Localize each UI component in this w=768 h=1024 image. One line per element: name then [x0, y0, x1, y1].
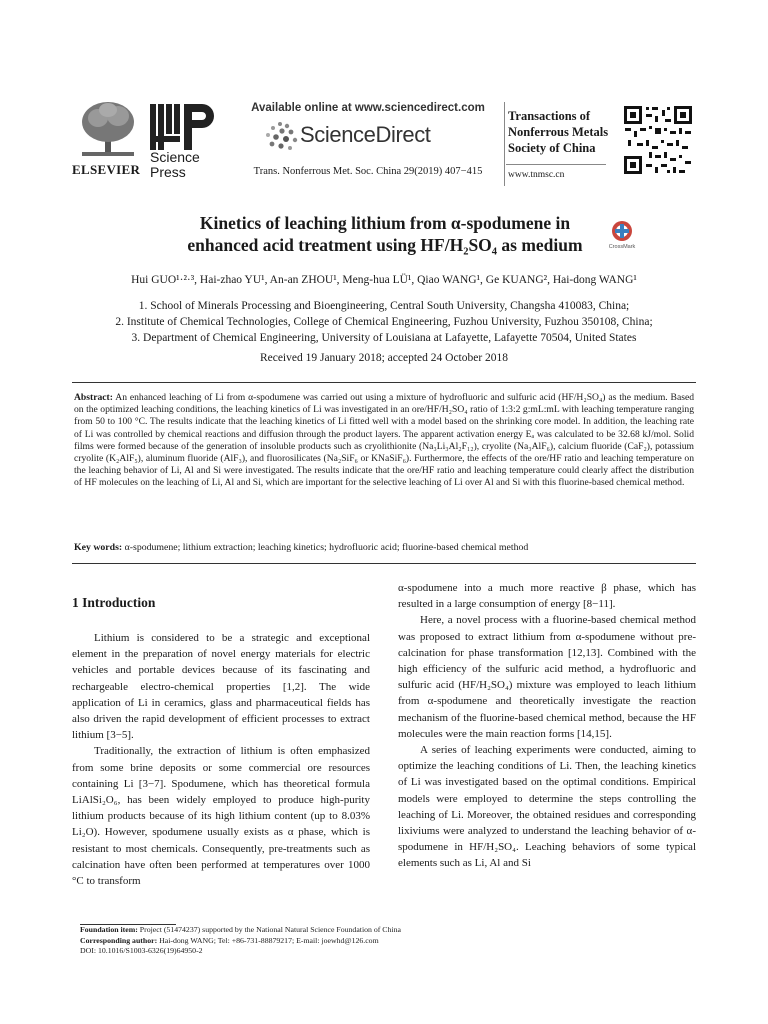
- doi[interactable]: DOI: 10.1016/S1003-6326(19)64950-2: [80, 946, 203, 955]
- paragraph: α-spodumene into a much more reactive β phase, which has resulted in a large consumption of energy [8−11].: [398, 582, 696, 611]
- foundation-note: Foundation item: Project (51474237) supported by the National Natural Science Foundation of China: [80, 925, 401, 934]
- author-list: Hui GUO¹·²·³, Hai-zhao YU¹, An-an ZHOU¹, Meng-hua LÜ¹, Qiao WANG¹, Ge KUANG², Hai-dong WANG¹: [131, 274, 637, 286]
- qr-code-icon: [622, 104, 694, 176]
- journal-header: [72, 98, 702, 186]
- divider: [506, 164, 606, 165]
- sciencedirect-name: ScienceDirect: [300, 122, 431, 147]
- right-column: [398, 580, 696, 872]
- divider: [504, 102, 505, 186]
- affiliation-2: 2. Institute of Chemical Technologies, College of Chemical Engineering, Fuzhou University, Fuzhou 350108, China;: [115, 316, 653, 328]
- paragraph: A series of leaching experiments were conducted, aiming to optimize the leaching conditions of Li. Then, the leaching kinetics of Li was investigated based on the optimal conditions. Empirical models were employed to determine the steps controlling the leaching of Li. Moreover, the obtained residues and corresponding lixiviums were analyzed to understand the leaching behavior of α-spodumene in HF/H₂SO₄. Leaching behaviors of some typical elements such as Li, Al and Si: [398, 744, 696, 870]
- sciencedirect-dots-icon: [260, 120, 300, 152]
- crossmark-badge[interactable]: [604, 220, 640, 254]
- affiliation-3: 3. Department of Chemical Engineering, University of Louisiana at Lafayette, Lafayette 70504, United States: [131, 332, 637, 344]
- crossmark-label: CrossMark: [608, 244, 636, 250]
- keywords-label: Key words:: [74, 542, 123, 553]
- received-dates: Received 19 January 2018; accepted 24 October 2018: [259, 352, 509, 364]
- society-name: Transactions of Nonferrous Metals Society of China: [508, 109, 609, 155]
- science-press-emblem-icon: [148, 102, 214, 152]
- abstract-label: Abstract:: [74, 392, 113, 403]
- journal-citation: Trans. Nonferrous Met. Soc. China 29(2019) 407−415: [253, 166, 483, 177]
- corresponding-author-note: Corresponding author: Hai-dong WANG; Tel: +86-731-88879217; E-mail: joewhd@126.com: [80, 935, 379, 945]
- elsevier-label: ELSEVIER: [72, 162, 141, 177]
- divider: [72, 382, 696, 383]
- available-online-text: Available online at www.sciencedirect.com: [251, 102, 485, 114]
- crossmark-icon: [604, 220, 640, 244]
- abstract-text: An enhanced leaching of Li from α-spodumene was carried out using a mixture of hydrofluoric and sulfuric acid (HF/H₂SO₄) as the medium. Based on the optimized leaching conditions, the leaching kinetics of Li was investigated in an ore/HF/H₂SO₄ ratio of 1:3:2 g:mL:mL with leaching temperature ranging from 50 to 100 °C. The results indicate that the leaching kinetics of Li fitted well with a model based on the shrinking core model. In addition, the leaching rate of Li was controlled by chemical reactions and diffusion through the product layers. The apparent activation energy Eₐ was calculated to be 32.68 kJ/mol. Solid films were formed because of the generation of insoluble products such as cryolithionite (Na₃Li₃Al₂F₁₂), cryolite (Na₃AlF₆), calcium fluoride (CaF₂), potassium cryolite (K₂AlF₅), aluminum fluoride (AlF₃), and fluorosilicates (Na₂SiF₆ or KNaSiF₆). Furthermore, the effects of the ore/HF ratio and leaching temperature on the leaching behavior of Li, Al and Si were investigated. The results indicate that the ore/HF ratio and leaching temperature could clearly affect the distribution of HF molecules on the leaching of Li, Al and Si, which are important for the selective leaching of Li over Al and Si with this fluorine-based chemical method.: [74, 392, 694, 489]
- paragraph: Lithium is considered to be a strategic and exceptional element in the preparation of novel energy materials for electric vehicles and portable devices because of its fascinating and rechargeable electro-chemical properties [1,2]. The wide application of Li in ceramics, glass and pharmaceutical fields has also driven the rapid development of efficient processes to extract lithium [3−5].: [72, 632, 370, 742]
- footnotes: [80, 925, 680, 957]
- elsevier-tree-icon: [78, 100, 138, 158]
- paragraph: Traditionally, the extraction of lithium is often emphasized from some brine deposits or some commercial ore resources containing Li [3−7]. Spodumene, which has theoretical formula LiAlSi₂O₆, has been widely employed to produce high-purity lithium products because of its high lithium content (up to 8.03% Li₂O). However, spodumene usually exists as α phase, which is resistant to most chemicals. Consequently, pre-treatments such as calcination have often been performed at temperatures over 1000 °C to transform: [72, 745, 370, 888]
- keywords: [74, 542, 694, 553]
- section-title: 1 Introduction: [72, 595, 156, 610]
- keywords-text: α-spodumene; lithium extraction; leaching kinetics; hydrofluoric acid; fluorine-based chemical method: [122, 542, 529, 553]
- divider: [72, 563, 696, 564]
- society-url: www.tnmsc.cn: [508, 170, 565, 180]
- paragraph: Here, a novel process with a fluorine-based chemical method was proposed to extract lithium from α-spodumene without pre-calcination for phase transformation [12,13]. Combined with the high efficiency of the sulfuric acid method, a hydrofluoric and sulfuric acid (HF/H₂SO₄) mixture was employed to leach lithium from α-spodumene and theoretically investigate the reaction mechanism of the fluorine-based chemical method, because the HF molecules were the main reaction forms [14,15].: [398, 614, 696, 740]
- society-block: [504, 102, 704, 186]
- abstract: [74, 392, 694, 490]
- elsevier-logo: [72, 98, 144, 182]
- affiliation-1: 1. School of Minerals Processing and Bioengineering, Central South University, Changsha 410083, China;: [138, 300, 630, 312]
- left-column: [72, 630, 370, 889]
- science-press-label: Science Press: [150, 149, 200, 180]
- paper-title: Kinetics of leaching lithium from α-spodumene in enhanced acid treatment using HF/H₂SO₄ as medium: [187, 213, 583, 255]
- science-press-logo: [148, 102, 214, 182]
- affiliations: [70, 298, 698, 346]
- sciencedirect-block: [248, 102, 488, 182]
